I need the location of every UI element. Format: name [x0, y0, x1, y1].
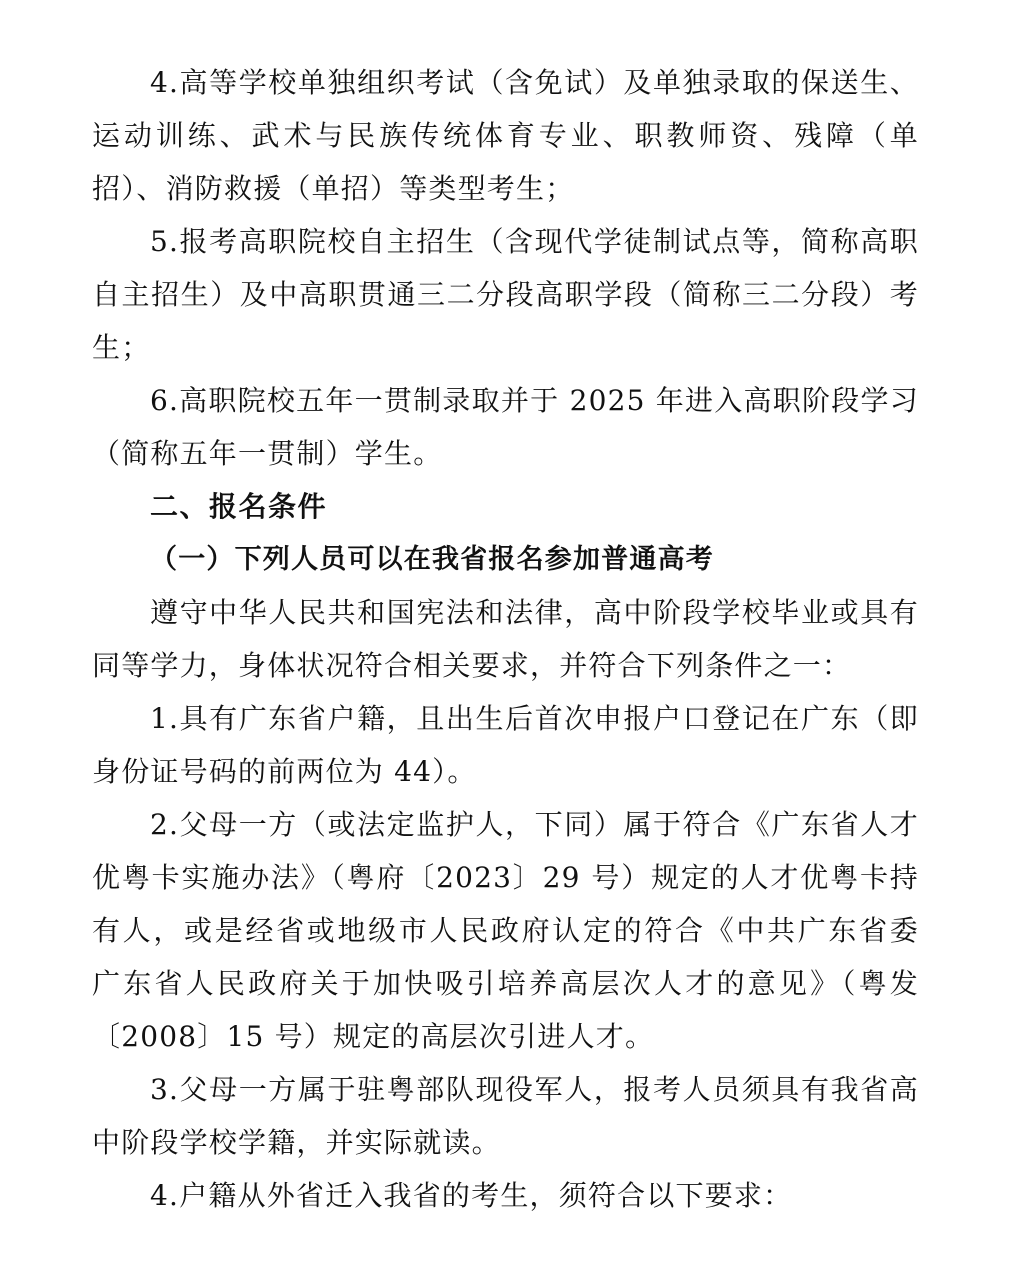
paragraph-condition-3-military: 3.父母一方属于驻粤部队现役军人，报考人员须具有我省高中阶段学校学籍，并实际就读。 — [92, 1073, 919, 1159]
subsection-heading-eligible-persons: （一）下列人员可以在我省报名参加普通高考 — [150, 544, 714, 575]
paragraph-item-5-vocational-self-enrollment: 5.报考高职院校自主招生（含现代学徒制试点等，简称高职自主招生）及中高职贯通三二分段高职学段（简称三二分段）考生； — [92, 225, 919, 364]
paragraph-condition-2-talent-card: 2.父母一方（或法定监护人，下同）属于符合《广东省人才优粤卡实施办法》（粤府〔2023〕29 号）规定的人才优粤卡持有人，或是经省或地级市人民政府认定的符合《中共广东省委 广东省人民政府关于加快吸引培养高层次人才的意见》（粤发〔2008〕15 号）规定的高层次引进人才。 — [92, 808, 919, 1053]
paragraph-item-4-special-admission: 4.高等学校单独组织考试（含免试）及单独录取的保送生、运动训练、武术与民族传统体育专业、职教师资、残障（单招）、消防救援（单招）等类型考生； — [92, 66, 919, 205]
paragraph-condition-1-household-registration: 1.具有广东省户籍，且出生后首次申报户口登记在广东（即身份证号码的前两位为 44）。 — [92, 702, 919, 788]
paragraph-item-6-five-year-program: 6.高职院校五年一贯制录取并于 2025 年进入高职阶段学习（简称五年一贯制）学生。 — [92, 384, 919, 470]
paragraph-condition-4-transferred-household: 4.户籍从外省迁入我省的考生，须符合以下要求： — [150, 1179, 793, 1212]
section-heading-registration-conditions: 二、报名条件 — [150, 490, 328, 523]
paragraph-general-requirements: 遵守中华人民共和国宪法和法律，高中阶段学校毕业或具有同等学力，身体状况符合相关要求，并符合下列条件之一： — [92, 596, 919, 682]
